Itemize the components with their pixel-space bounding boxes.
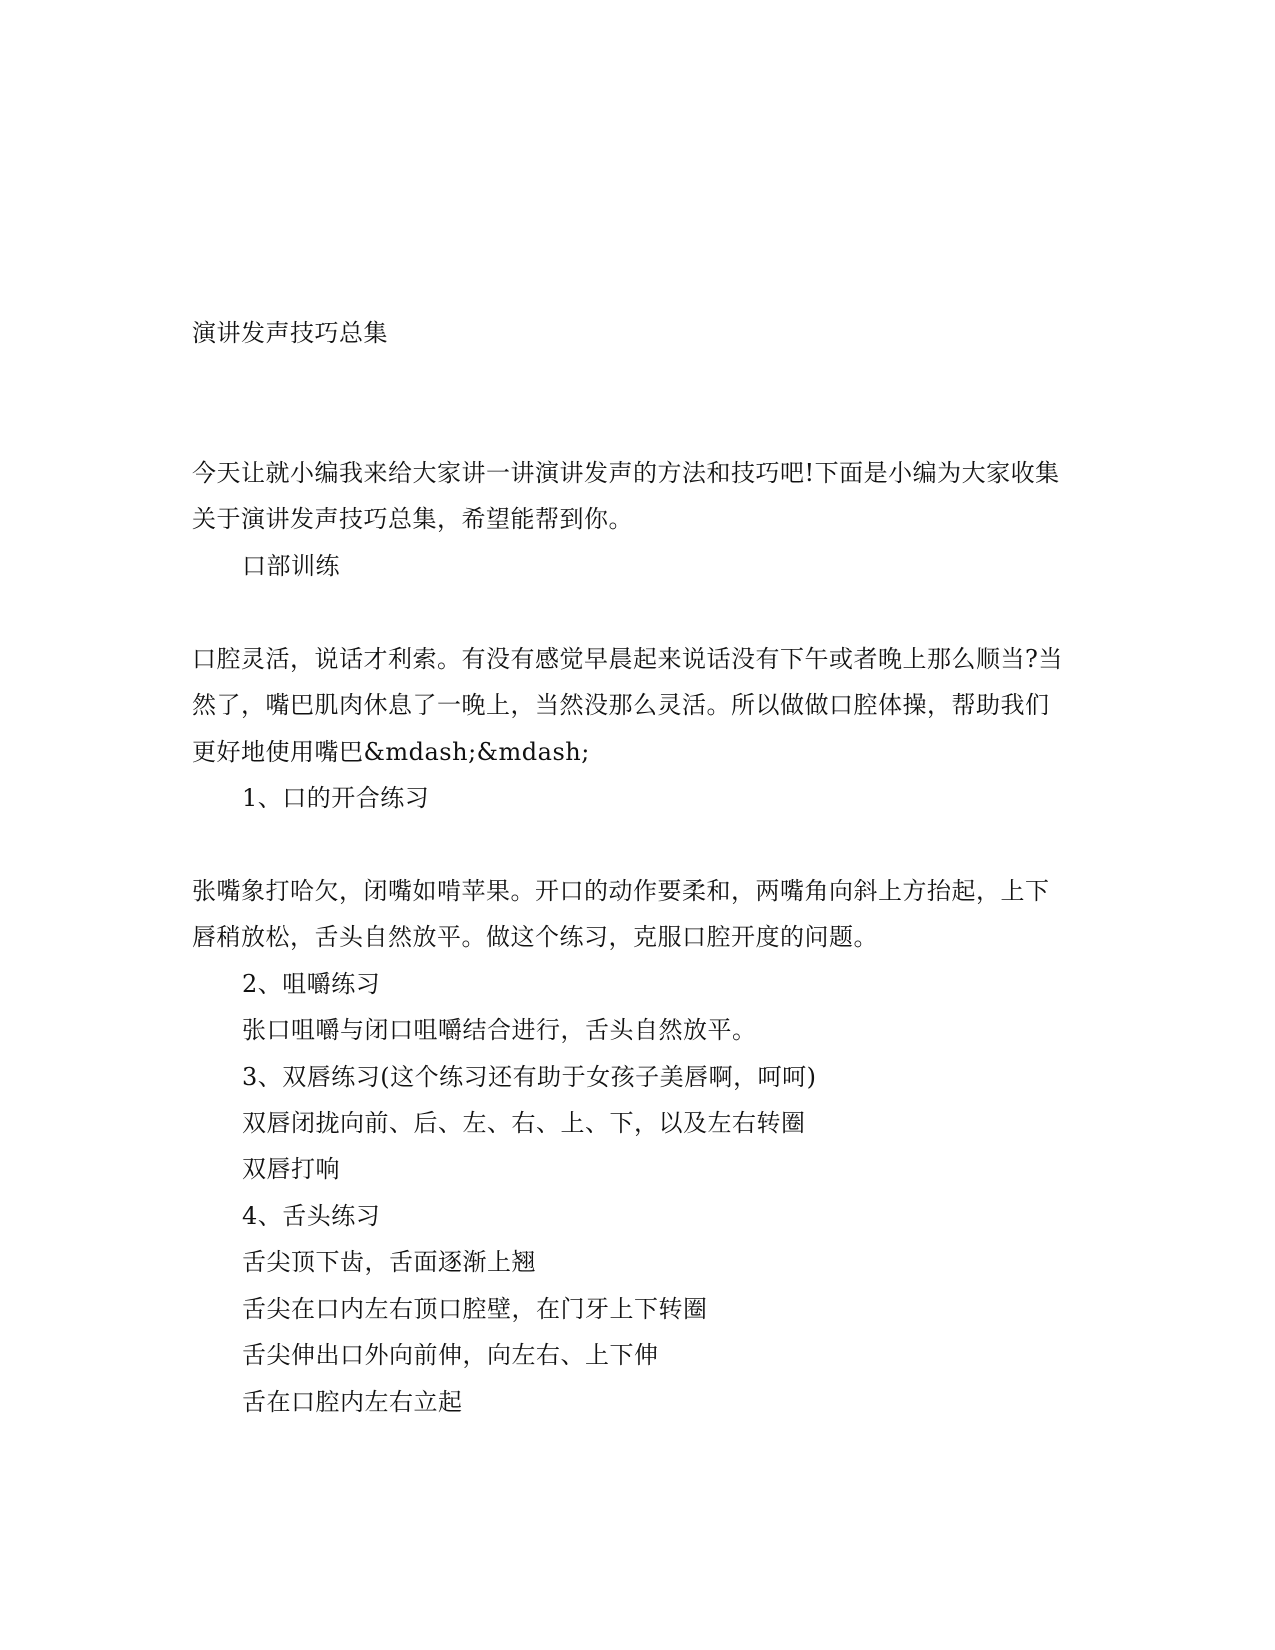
intro-line-2: 关于演讲发声技巧总集，希望能帮到你。 [192, 505, 633, 533]
para2-line-2: 唇稍放松，舌头自然放平。做这个练习，克服口腔开度的问题。 [192, 923, 878, 951]
item4-heading: 4、舌头练习 [242, 1202, 381, 1230]
para1-line-2: 然了，嘴巴肌肉休息了一晚上，当然没那么灵活。所以做做口腔体操，帮助我们 [192, 691, 1050, 719]
para2-line-1: 张嘴象打哈欠，闭嘴如啃苹果。开口的动作要柔和，两嘴角向斜上方抬起，上下 [192, 877, 1050, 905]
item3-line-1: 双唇闭拢向前、后、左、右、上、下，以及左右转圈 [242, 1109, 806, 1137]
item3-line-2: 双唇打响 [242, 1155, 340, 1183]
item2-text: 张口咀嚼与闭口咀嚼结合进行，舌头自然放平。 [242, 1016, 757, 1044]
item4-line-1: 舌尖顶下齿，舌面逐渐上翘 [242, 1248, 536, 1276]
item2-heading: 2、咀嚼练习 [242, 970, 381, 998]
item3-heading: 3、双唇练习(这个练习还有助于女孩子美唇啊，呵呵) [242, 1063, 817, 1091]
para1-line-1: 口腔灵活，说话才利索。有没有感觉早晨起来说话没有下午或者晚上那么顺当?当 [192, 645, 1063, 673]
intro-line-1: 今天让就小编我来给大家讲一讲演讲发声的方法和技巧吧!下面是小编为大家收集 [192, 459, 1060, 487]
item4-line-2: 舌尖在口内左右顶口腔壁，在门牙上下转圈 [242, 1295, 708, 1323]
item1-heading: 1、口的开合练习 [242, 784, 430, 812]
item4-line-4: 舌在口腔内左右立起 [242, 1388, 463, 1416]
document-title: 演讲发声技巧总集 [192, 319, 388, 347]
section-heading: 口部训练 [242, 552, 340, 580]
item4-line-3: 舌尖伸出口外向前伸，向左右、上下伸 [242, 1341, 659, 1369]
para1-line-3: 更好地使用嘴巴&mdash;&mdash; [192, 738, 590, 766]
